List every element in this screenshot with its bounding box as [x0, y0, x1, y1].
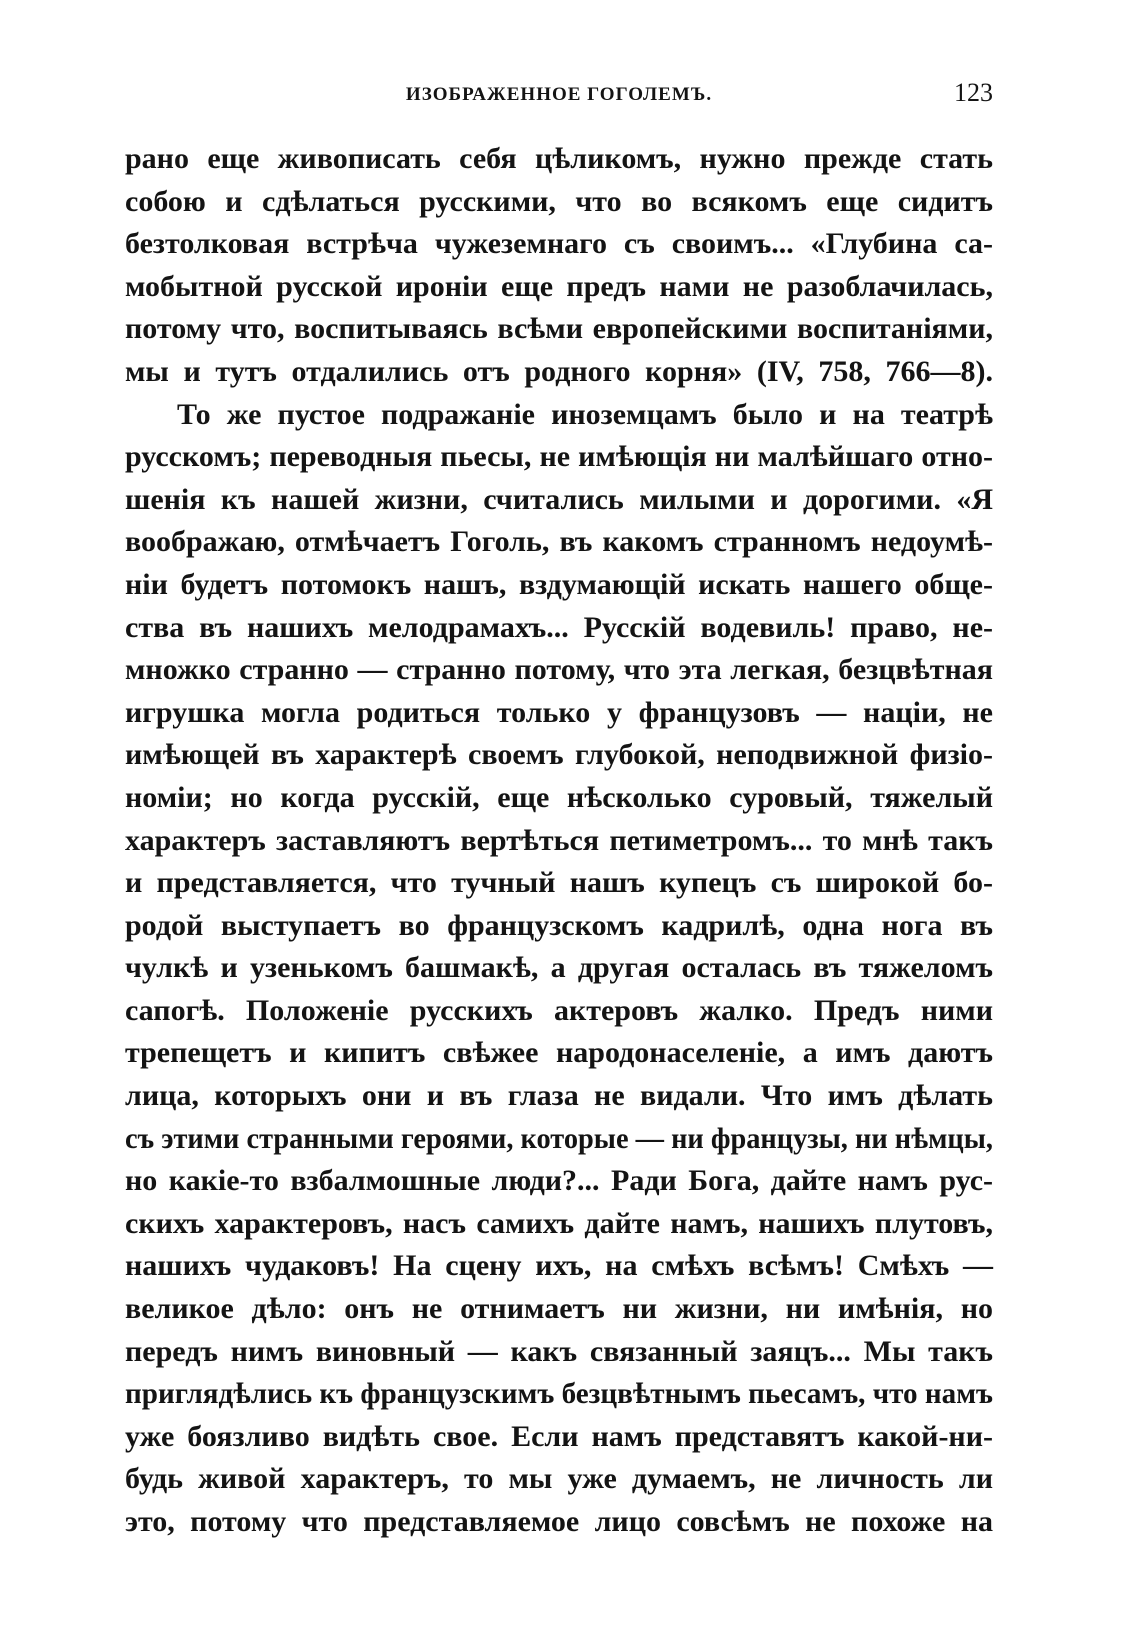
text-line-content: приглядѣлись къ французскимъ безцвѣтнымъ пьесамъ, что намъ: [125, 1377, 993, 1411]
text-line: [125, 1373, 993, 1416]
text-line: [125, 1331, 993, 1374]
text-line: [125, 1245, 993, 1288]
text-line-content: рано еще живописать себя цѣликомъ, нужно прежде стать: [125, 142, 993, 175]
text-line: [125, 138, 993, 181]
text-line-content: это, потому что представляемое лицо совсѣмъ не похоже на: [125, 1505, 993, 1538]
text-line: [125, 479, 993, 522]
text-line: [125, 1075, 993, 1118]
body-text: [125, 138, 993, 1544]
text-line-content: множко странно — странно потому, что эта легкая, безцвѣтная: [125, 653, 993, 687]
text-line: [125, 734, 993, 777]
text-line-content: но какіе-то взбалмошные люди?... Ради Бога, дайте намъ рус-: [125, 1164, 993, 1198]
text-line-content: уже боязливо видѣть свое. Если намъ представятъ какой-ни-: [125, 1419, 993, 1453]
text-line-content: мобытной русской ироніи еще предъ нами не разоблачилась,: [125, 269, 993, 303]
text-line-content: родой выступаетъ во французскомъ кадрилѣ, одна нога въ: [125, 908, 993, 942]
text-line-content: шенія къ нашей жизни, считались милыми и дорогими. «Я: [125, 482, 993, 516]
text-line-content: лица, которыхъ они и въ глаза не видали. Что имъ дѣлать: [125, 1079, 993, 1113]
text-line-content: русскомъ; переводныя пьесы, не имѣющія ни малѣйшаго отно-: [125, 440, 993, 474]
text-line-content: трепещетъ и кипитъ свѣжее народонаселеніе, а имъ даютъ: [125, 1036, 993, 1070]
text-line: [125, 1203, 993, 1246]
text-line: [125, 947, 993, 990]
text-line-content: и представляется, что тучный нашъ купецъ съ широкой бо-: [125, 866, 993, 900]
text-line-content: мы и тутъ отдалились отъ родного корня» (IV, 758, 766—8).: [125, 354, 993, 388]
text-line-content: сапогѣ. Положеніе русскихъ актеровъ жалко. Предъ ними: [125, 993, 993, 1027]
text-line-content: ніи будетъ потомокъ нашъ, вздумающій искать нашего обще-: [125, 567, 993, 601]
running-title: ИЗОБРАЖЕННОЕ ГОГОЛЕМЪ.: [405, 84, 713, 105]
text-line: [125, 394, 993, 437]
text-line-content: скихъ характеровъ, насъ самихъ дайте намъ, нашихъ плутовъ,: [125, 1206, 993, 1240]
text-line: [125, 820, 993, 863]
text-line-content: безтолковая встрѣча чужеземнаго съ своимъ... «Глубина са-: [125, 227, 993, 261]
text-line: [125, 692, 993, 735]
text-line: [125, 1032, 993, 1075]
text-line-content: номіи; но когда русскій, еще нѣсколько суровый, тяжелый: [125, 780, 993, 814]
text-line: [125, 436, 993, 479]
text-line-content: нашихъ чудаковъ! На сцену ихъ, на смѣхъ всѣмъ! Смѣхъ —: [125, 1249, 993, 1283]
text-line: [125, 1501, 993, 1544]
text-line: [125, 308, 993, 351]
text-line: [125, 905, 993, 948]
text-line: [125, 862, 993, 905]
text-line: [125, 1288, 993, 1331]
text-line: [125, 607, 993, 650]
text-line: [125, 223, 993, 266]
text-line: [125, 649, 993, 692]
text-line-content: имѣющей въ характерѣ своемъ глубокой, неподвижной физіо-: [125, 738, 993, 772]
text-line: [125, 181, 993, 224]
text-line-content: ства въ нашихъ мелодрамахъ... Русскій водевиль! право, не-: [125, 610, 993, 644]
text-line-content: потому что, воспитываясь всѣми европейскими воспитаніями,: [125, 312, 993, 346]
text-line-content: характеръ заставляютъ вертѣться петиметромъ... то мнѣ такъ: [125, 823, 993, 857]
text-line: [125, 777, 993, 820]
text-line: [125, 351, 993, 394]
text-line-content: передъ нимъ виновный — какъ связанный заяцъ... Мы такъ: [125, 1334, 993, 1368]
text-line: [125, 1416, 993, 1459]
text-line-content: собою и сдѣлаться русскими, что во всякомъ еще сидитъ: [125, 184, 993, 218]
text-line-content: великое дѣло: онъ не отнимаетъ ни жизни, ни имѣнія, но: [125, 1292, 993, 1326]
text-line-content: будь живой характеръ, то мы уже думаемъ, не личность ли: [125, 1462, 993, 1496]
page-number: 123: [954, 78, 993, 107]
text-line-content: чулкѣ и узенькомъ башмакѣ, а другая осталась въ тяжеломъ: [125, 951, 993, 985]
text-line: [125, 521, 993, 564]
text-line-content: воображаю, отмѣчаетъ Гоголь, въ какомъ странномъ недоумѣ-: [125, 525, 993, 559]
text-line: [125, 1458, 993, 1501]
text-line: [125, 1160, 993, 1203]
text-line-content: игрушка могла родиться только у французовъ — націи, не: [125, 695, 993, 729]
text-line-content: съ этими странными героями, которые — ни французы, ни нѣмцы,: [125, 1121, 993, 1155]
text-line: [125, 564, 993, 607]
text-line: [125, 990, 993, 1033]
running-head: [125, 78, 993, 110]
text-line-content: То же пустое подражаніе иноземцамъ было и на театрѣ: [177, 397, 993, 431]
text-line: [125, 1118, 993, 1161]
text-line: [125, 266, 993, 309]
